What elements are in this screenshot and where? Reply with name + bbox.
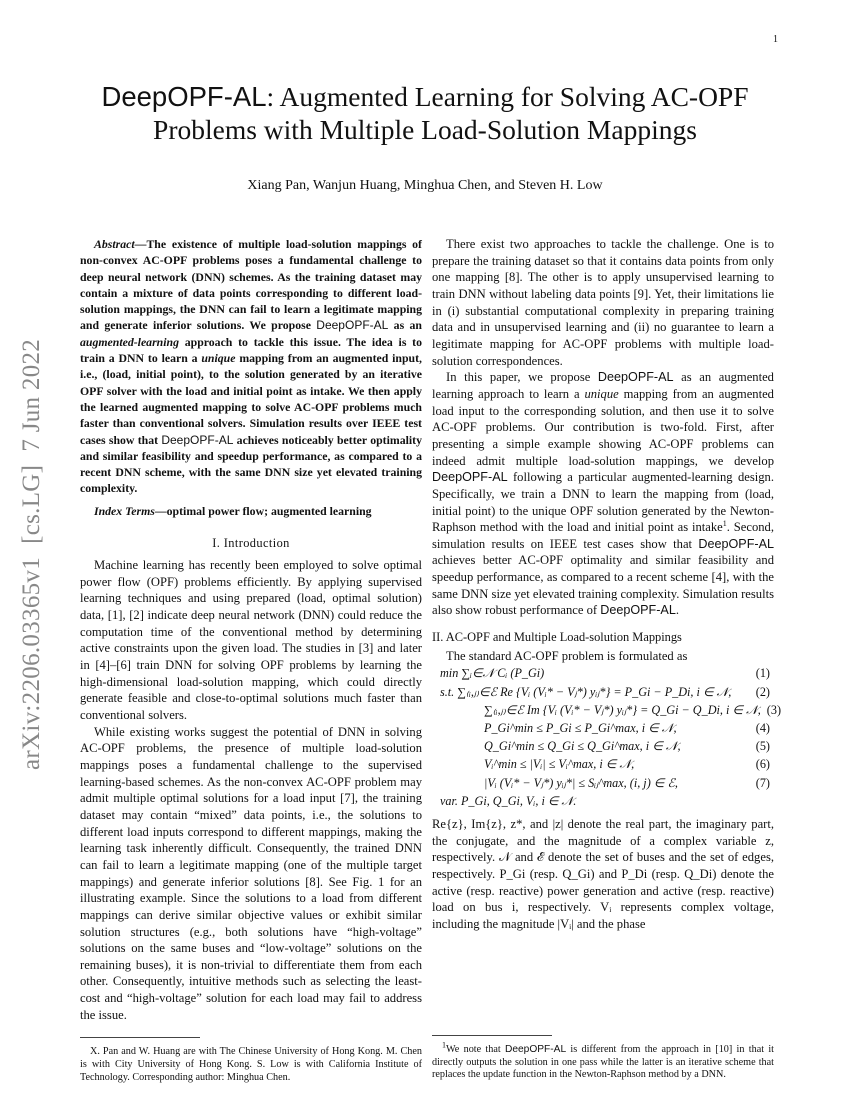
footnote-area-right (432, 1021, 774, 1082)
equation-number: (7) (755, 775, 770, 790)
footnote-text (432, 1040, 774, 1082)
paper-title (60, 80, 790, 146)
notation-paragraph: Re{z}, Im{z}, z*, and |z| denote the real part, the imaginary part, the conjugate, and the magnitude of a complex variable z, respectively. 𝒩 and ℰ denote the set of buses and the set of edges, respectively. P_Gi (resp. Q_Gi) and P_Di (resp. Q_Di) denote the active (resp. reactive) power generation and active (resp. reactive) load on bus i, respectively. Vᵢ represents complex voltage, including the magnitude |Vᵢ| and the phase (432, 817, 774, 931)
arxiv-stamp: arXiv:2206.03365v1 [cs.LG] 7 Jun 2022 (18, 338, 45, 770)
equation-row (432, 737, 774, 755)
system-name: DeepOPF-AL (698, 536, 774, 551)
index-terms (80, 503, 422, 520)
equation-number: (4) (755, 721, 770, 736)
equation-row (432, 792, 774, 810)
system-name: DeepOPF-AL (600, 603, 676, 618)
text-segment: We note that (446, 1044, 505, 1056)
text-segment: approach to tackle this issue. The idea is to train a DNN to learn a (80, 334, 422, 366)
right-column (432, 236, 782, 1082)
text-segment: —The existence of multiple load-solution mappings of non-convex AC-OPF problems poses a fundamental challenge to deep neural network (DNN) schemes. As the training dataset may contain a mixture of data points corresponding to different load-solution mappings, the DNN can fail to learn a legitimate mapping and generate inferior solutions. We propose (80, 237, 422, 333)
text-segment: Machine learning has recently been employed to solve optimal power flow (OPF) problems efficiently. By applying supervised learning techniques and using prepared (load, optimal solution) data, [1], [2] indicate deep neural network (DNN) could reduce the computation time of the conventional method by determining active constraints upon the given load. The studies in [3] and later in [4]–[6] train DNN for solving OPF problems by learning the high-dimensional load-solution mapping, which could directly generate feasible and close-to-optimal solutions much faster than conventional solvers. (80, 558, 422, 722)
abstract (80, 236, 422, 497)
intro-paragraph (80, 724, 422, 1024)
text-segment: Index Terms (94, 503, 155, 518)
footnote-rule-right (432, 1035, 552, 1036)
text-segment: augmented-learning (80, 334, 179, 349)
footnote-area-left (80, 1023, 422, 1084)
equation: var. P_Gi, Q_Gi, Vᵢ, i ∈ 𝒩. (440, 793, 577, 808)
equation-row (432, 755, 774, 773)
text-segment: unique (584, 386, 619, 401)
page-number: 1 (773, 34, 778, 45)
equation: Q_Gi^min ≤ Q_Gi ≤ Q_Gi^max, i ∈ 𝒩, (484, 739, 681, 754)
equation-row (432, 664, 774, 682)
equation-number: (1) (755, 666, 770, 681)
text-segment: as an augmented learning approach to learn a (432, 370, 774, 401)
text-segment: While existing works suggest the potential of DNN in solving AC-OPF problems, the presence of multiple load-solution mappings poses a fundamental challenge to the supervised learning-based schemes. As the non-convex AC-OPF problem may admit multiple optimal solutions for a load input [7], the training dataset may contain “mixed” data points, i.e., the solutions to different load inputs correspond to different mappings, making the learning task inherently difficult. Consequently, the trained DNN can fail to learn a legitimate mapping (one of the multiple target mappings) and generate inferior solutions [8]. See Fig. 1 for an illustrating example. Since the solutions to a load from different mappings can derive similar objective values or exhibit similar solution structures (e.g., both solutions have “high-voltage” solutions on the same buses and “low-voltage” solutions on the remaining buses), it is non-trivial to differentiate them from each other. Consequently, intuitive methods such as selecting the least-cost and “high-voltage” solution for each load may fail to address the issue. (80, 724, 422, 1022)
intro-paragraph (80, 557, 422, 724)
footnote-1 (432, 1040, 774, 1082)
equation-number: (6) (755, 757, 770, 772)
text-segment: mapping from an augmented input, i.e., (load, initial point), to the solution generated by an iterative OPF solver with the load and initial point as intake. We then apply the learned augmented mapping to solve AC-OPF problems much faster than conventional solvers. Simulation results over IEEE test cases show that (80, 351, 422, 447)
text-segment: There exist two approaches to tackle the challenge. One is to prepare the training dataset so that it contains data points from only one mapping [8]. The other is to apply unsupervised learning to train DNN without labeling data points [9]. Yet, their limitations lie in (i) substantial computational complexity in preparing training data and in unsupervised learning and (ii) no guarantee to learn a legitimate mapping for AC-OPF problems with multiple load-solution correspondences. (432, 237, 774, 368)
system-name: DeepOPF-AL (161, 432, 234, 447)
footnote-affiliations (80, 1046, 422, 1084)
equation-row (432, 701, 782, 719)
system-name: DeepOPF-AL (101, 81, 267, 112)
equation-row (432, 774, 774, 792)
footnote-rule-left (80, 1037, 200, 1038)
text-segment: 1 (442, 1040, 446, 1050)
equation: min ∑ᵢ∈𝒩 Cᵢ (P_Gi) (440, 666, 545, 681)
system-name: DeepOPF-AL (316, 318, 389, 333)
text-segment: . Second, simulation results on IEEE test cases show that (432, 520, 774, 551)
text-segment: 1 (722, 518, 727, 528)
system-name: DeepOPF-AL (504, 1044, 567, 1056)
equation: Vᵢ^min ≤ |Vᵢ| ≤ Vᵢ^max, i ∈ 𝒩, (484, 757, 635, 772)
equation-block (432, 664, 782, 810)
text-segment: . (675, 603, 679, 618)
text-segment: achieves noticeably better optimality and similar feasibility and speedup performance, as compared to a recent DNN scheme, with the same DNN size yet elevated training complexity. (80, 432, 422, 496)
left-column (80, 236, 422, 1084)
title-rest: : Augmented Learning for Solving AC-OPF Problems with Multiple Load-Solution Mappings (153, 81, 749, 145)
authors: Xiang Pan, Wanjun Huang, Minghua Chen, and Steven H. Low (247, 178, 603, 193)
text-segment: achieves better AC-OPF optimality and similar feasibility and speedup performance, as compared to a recent scheme [4], with the same DNN size yet elevated training complexity. Simulation results also show robust performance of (432, 553, 774, 618)
text-segment: is different from the approach in [10] in that it directly outputs the solution in one pass while the latter is an iterative scheme that replaces the update function in the Newton-Raphson method by a DNN. (432, 1044, 774, 1081)
equation: |Vᵢ (Vᵢ* − Vⱼ*) yᵢⱼ*| ≤ Sᵢⱼ^max, (i, j) ∈ ℰ, (484, 775, 678, 790)
section-1-heading: I. Introduction (212, 536, 290, 551)
body-paragraph (432, 369, 774, 619)
equation-number: (3) (766, 702, 782, 717)
equation: ∑₍ᵢ,ⱼ₎∈ℰ Im {Vᵢ (Vᵢ* − Vⱼ*) yᵢⱼ*} = Q_Gi − Q_Di, i ∈ 𝒩, (484, 702, 761, 717)
equation-number: (5) (755, 739, 770, 754)
text-segment: In this paper, we propose (446, 370, 598, 385)
equation: P_Gi^min ≤ P_Gi ≤ P_Gi^max, i ∈ 𝒩, (484, 721, 677, 736)
text-segment: unique (201, 351, 236, 366)
text-segment: following a particular augmented-learning design. Specifically, we train a DNN to learn the mapping from (load, initial point) to the unique OPF solution generated by the Newton-Raphson method with the load and initial point as intake (432, 470, 774, 535)
section-2-intro: The standard AC-OPF problem is formulated as (446, 648, 688, 663)
section-2-heading: II. AC-OPF and Multiple Load-solution Mappings (432, 630, 682, 645)
equation: s.t. ∑₍ᵢ,ⱼ₎∈ℰ Re {Vᵢ (Vᵢ* − Vⱼ*) yᵢⱼ*} = P_Gi − P_Di, i ∈ 𝒩, (440, 684, 732, 699)
equation-row (432, 683, 774, 701)
text-segment: mapping from an augmented load input to the corresponding solution, and then use it to solve AC-OPF problems. Our contribution is two-fold. First, after presenting a simple example showing AC-OPF problems can indeed admit multiple load-solution mappings, we develop (432, 386, 774, 468)
system-name: DeepOPF-AL (432, 470, 508, 485)
equation-number: (2) (755, 684, 770, 699)
equation-row (432, 719, 774, 737)
body-paragraph (432, 236, 774, 369)
text-segment: as an (388, 318, 422, 333)
text-segment: —optimal power flow; augmented learning (154, 503, 372, 518)
system-name: DeepOPF-AL (597, 370, 674, 385)
text-segment: Abstract (94, 237, 135, 251)
footnote-text: X. Pan and W. Huang are with The Chinese University of Hong Kong. M. Chen is with City University of Hong Kong. S. Low is with California Institute of Technology. Corresponding author: Minghua Chen. (80, 1046, 422, 1083)
